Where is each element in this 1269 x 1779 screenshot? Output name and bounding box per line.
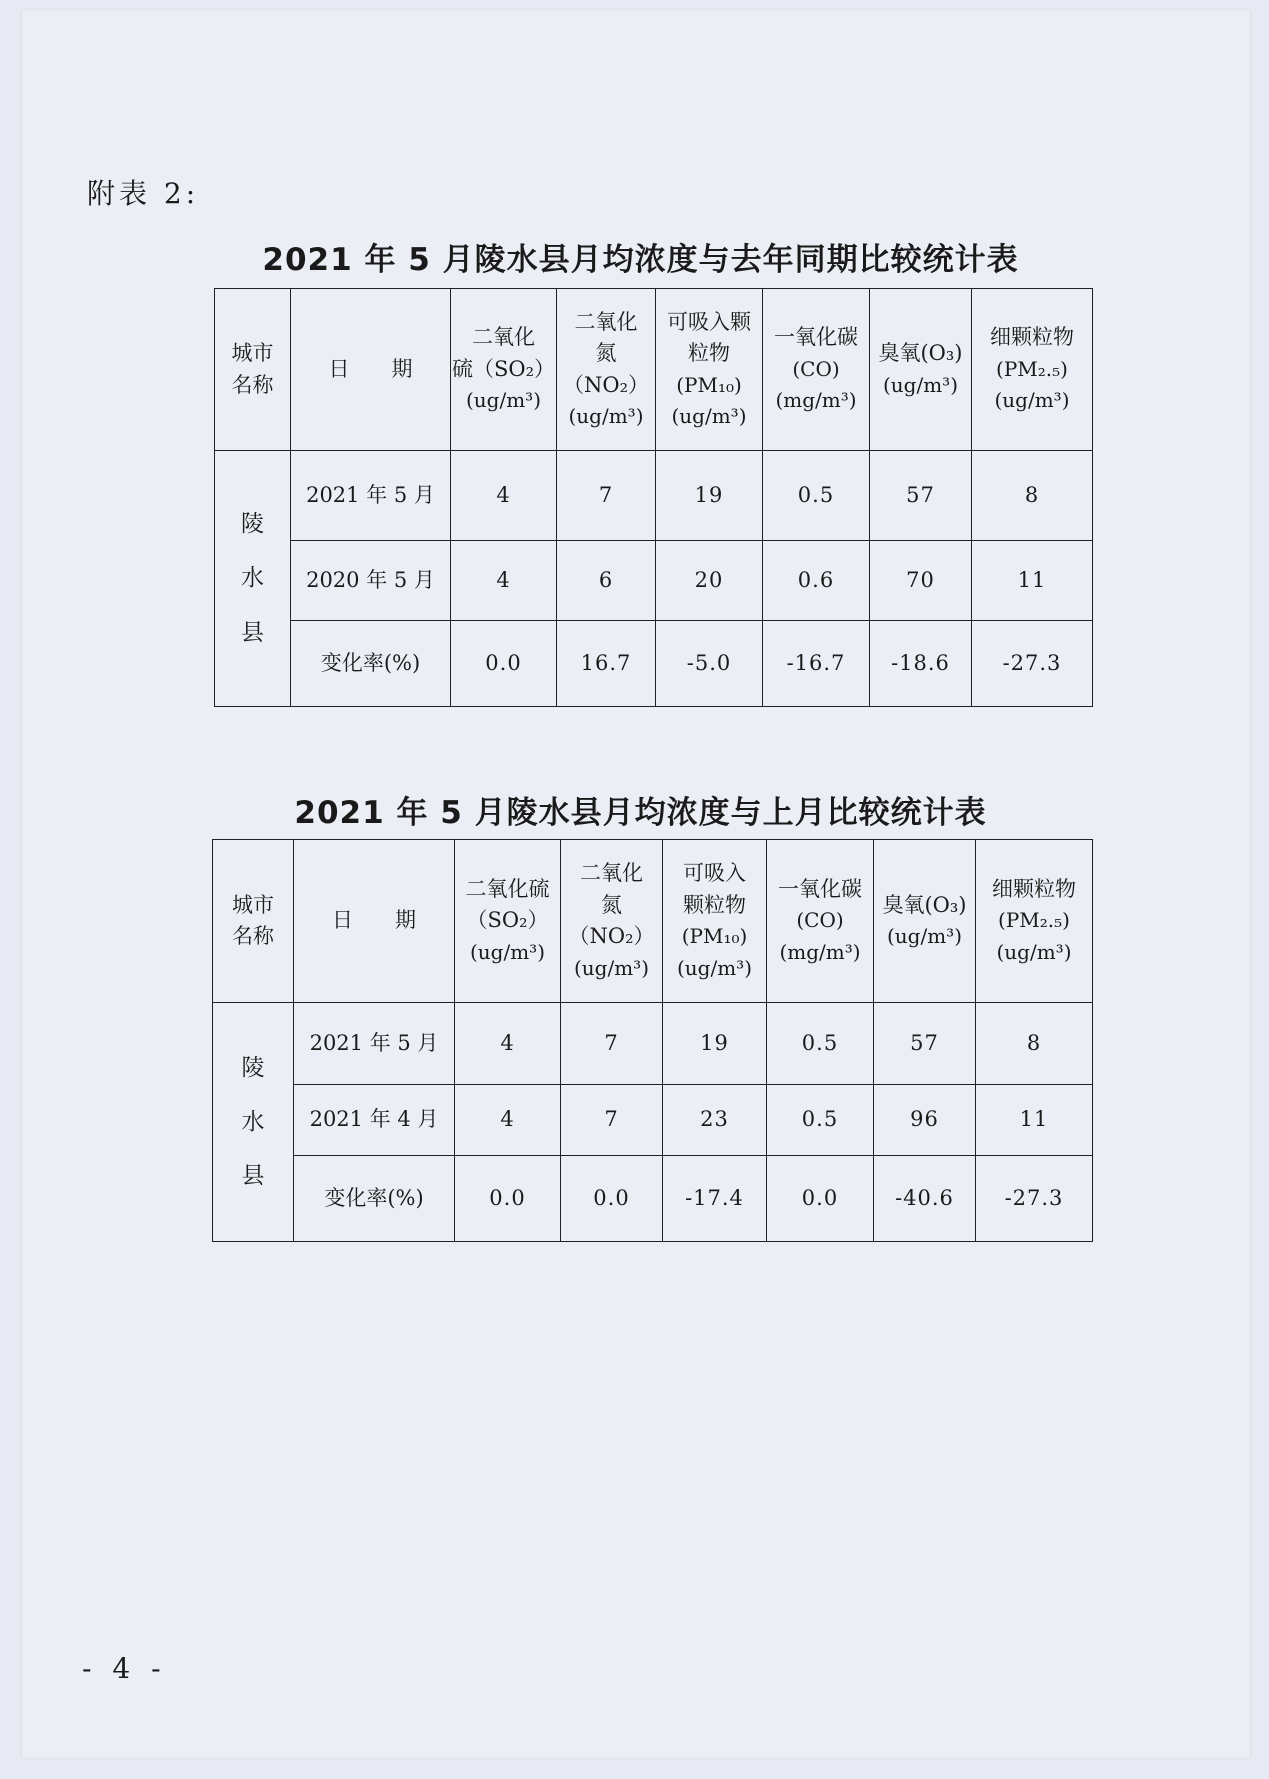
table-row [215, 451, 1093, 541]
pm25-cell: -27.3 [976, 1156, 1093, 1242]
table1-title: 2021 年 5 月陵水县月均浓度与去年同期比较统计表 [262, 242, 1019, 278]
header-pm25: 细颗粒物 (PM₂.₅) (ug/m³) [972, 289, 1093, 451]
no2-cell: 0.0 [561, 1156, 663, 1242]
header-no2: 二氧化 氮（NO₂） (ug/m³) [561, 840, 663, 1003]
city-name: 陵 水 县 [215, 451, 291, 707]
date-cell: 变化率(%) [294, 1156, 455, 1242]
table1-header-row [215, 289, 1093, 451]
so2-cell: 4 [455, 1003, 561, 1085]
pm25-cell: 8 [972, 451, 1093, 541]
appendix-label: 附表 2: [87, 177, 200, 210]
header-pm25: 细颗粒物 (PM₂.₅) (ug/m³) [976, 840, 1093, 1003]
header-o3: 臭氧(O₃) (ug/m³) [874, 840, 976, 1003]
pm10-cell: -5.0 [656, 621, 763, 707]
header-pm10: 可吸入颗 粒物 (PM₁₀) (ug/m³) [656, 289, 763, 451]
no2-cell: 7 [561, 1085, 663, 1156]
o3-cell: 70 [870, 541, 972, 621]
co-cell: 0.5 [767, 1085, 874, 1156]
no2-cell: 7 [557, 451, 656, 541]
no2-cell: 7 [561, 1003, 663, 1085]
header-o3: 臭氧(O₃) (ug/m³) [870, 289, 972, 451]
pm10-cell: -17.4 [663, 1156, 767, 1242]
co-cell: 0.5 [763, 451, 870, 541]
date-cell: 2021 年 4 月 [294, 1085, 455, 1156]
so2-cell: 0.0 [451, 621, 557, 707]
date-cell: 2021 年 5 月 [294, 1003, 455, 1085]
o3-cell: 57 [874, 1003, 976, 1085]
so2-cell: 4 [455, 1085, 561, 1156]
pm10-cell: 23 [663, 1085, 767, 1156]
co-cell: -16.7 [763, 621, 870, 707]
table-row [215, 621, 1093, 707]
header-pm10: 可吸入 颗粒物 (PM₁₀) (ug/m³) [663, 840, 767, 1003]
no2-cell: 16.7 [557, 621, 656, 707]
date-cell: 变化率(%) [291, 621, 451, 707]
pm25-cell: -27.3 [972, 621, 1093, 707]
co-cell: 0.5 [767, 1003, 874, 1085]
so2-cell: 4 [451, 541, 557, 621]
table-row [215, 541, 1093, 621]
header-date: 日 期 [291, 289, 451, 451]
table-row [213, 1085, 1093, 1156]
pm10-cell: 19 [656, 451, 763, 541]
header-date: 日 期 [294, 840, 455, 1003]
table-row [213, 1156, 1093, 1242]
so2-cell: 4 [451, 451, 557, 541]
pm10-cell: 19 [663, 1003, 767, 1085]
header-no2: 二氧化 氮（NO₂） (ug/m³) [557, 289, 656, 451]
o3-cell: 96 [874, 1085, 976, 1156]
table2 [212, 839, 1093, 1242]
pm25-cell: 11 [972, 541, 1093, 621]
so2-cell: 0.0 [455, 1156, 561, 1242]
date-cell: 2021 年 5 月 [291, 451, 451, 541]
header-co: 一氧化碳 (CO) (mg/m³) [767, 840, 874, 1003]
header-city: 城市 名称 [215, 289, 291, 451]
o3-cell: -18.6 [870, 621, 972, 707]
o3-cell: -40.6 [874, 1156, 976, 1242]
pm10-cell: 20 [656, 541, 763, 621]
table2-title: 2021 年 5 月陵水县月均浓度与上月比较统计表 [294, 795, 987, 831]
table1 [214, 288, 1093, 707]
table-row [213, 1003, 1093, 1085]
pm25-cell: 11 [976, 1085, 1093, 1156]
header-so2: 二氧化硫 （SO₂） (ug/m³) [455, 840, 561, 1003]
co-cell: 0.6 [763, 541, 870, 621]
header-co: 一氧化碳 (CO) (mg/m³) [763, 289, 870, 451]
header-so2: 二氧化 硫（SO₂） (ug/m³) [451, 289, 557, 451]
o3-cell: 57 [870, 451, 972, 541]
no2-cell: 6 [557, 541, 656, 621]
page-number: - 4 - [82, 1652, 167, 1685]
pm25-cell: 8 [976, 1003, 1093, 1085]
co-cell: 0.0 [767, 1156, 874, 1242]
date-cell: 2020 年 5 月 [291, 541, 451, 621]
table2-header-row [213, 840, 1093, 1003]
header-city: 城市 名称 [213, 840, 294, 1003]
city-name: 陵 水 县 [213, 1003, 294, 1242]
